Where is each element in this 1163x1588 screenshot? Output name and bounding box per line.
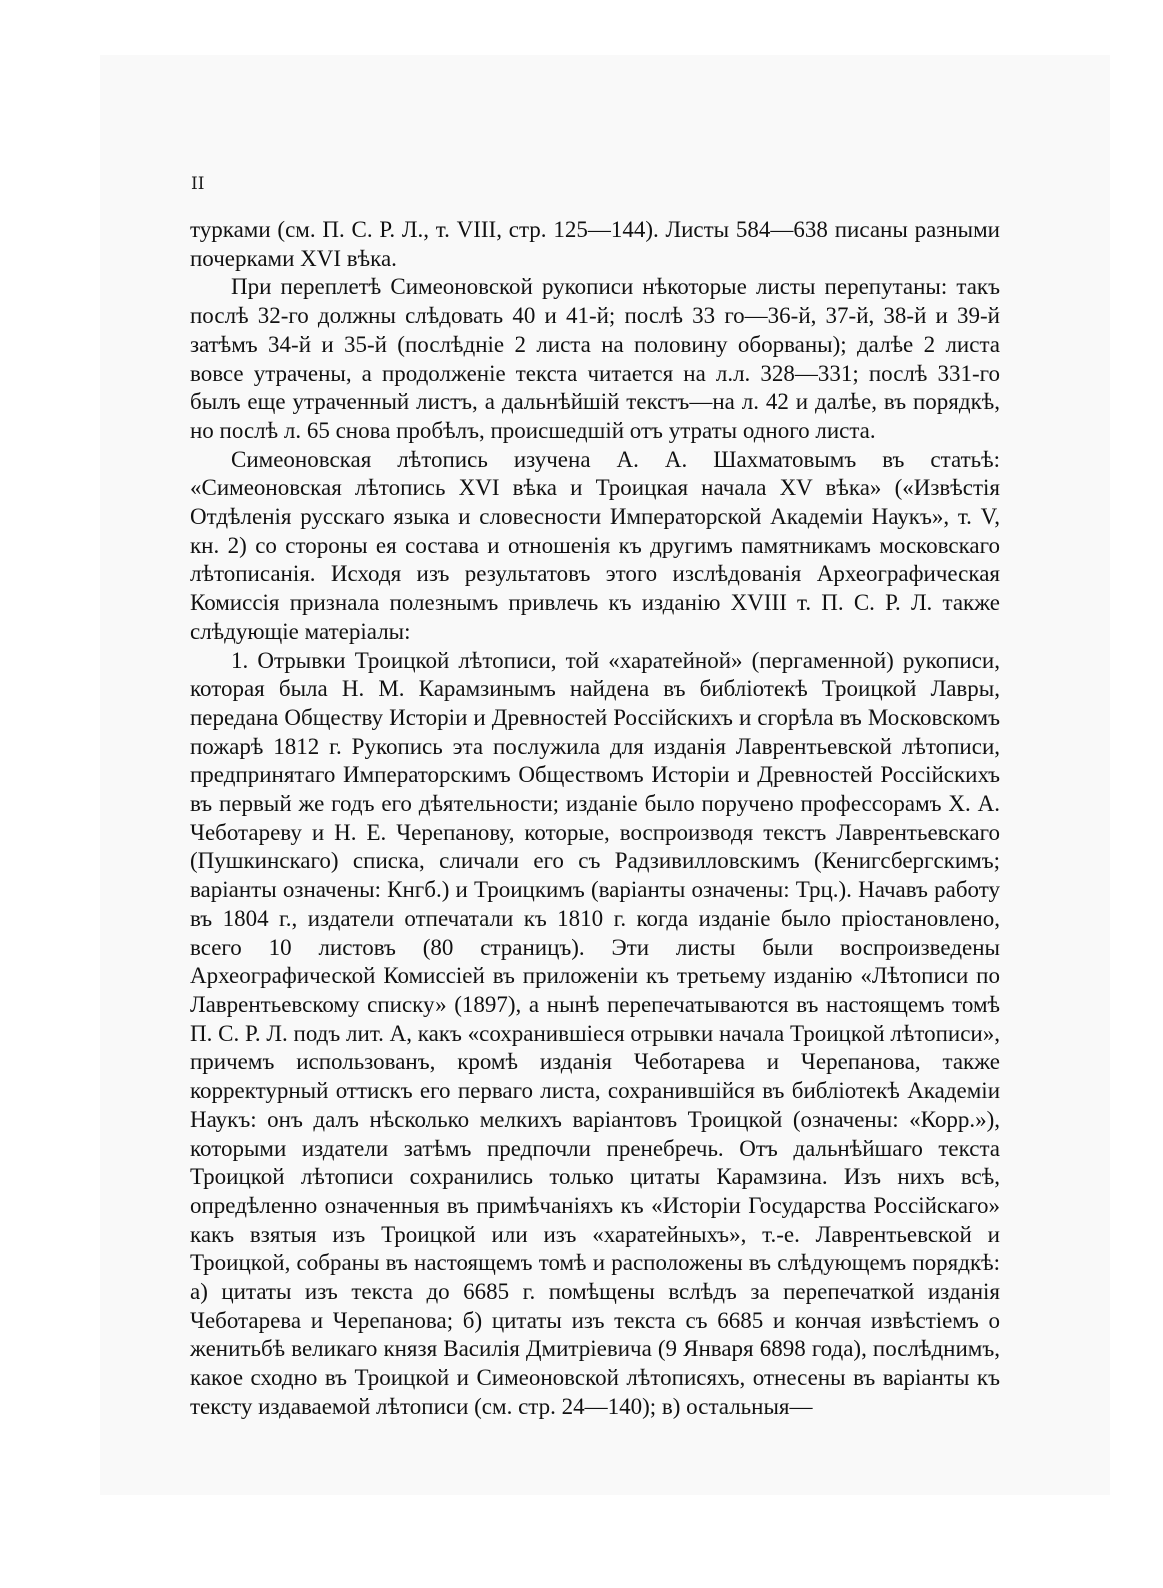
page-number: II (191, 174, 205, 194)
paragraph-continuation: турками (см. П. С. Р. Л., т. VIII, стр. 125—144). Листы 584—638 писаны разными почерками XVI вѣка. (190, 217, 1000, 271)
main-text (190, 216, 1000, 1422)
paragraph-trinity-fragments: 1. Отрывки Троицкой лѣтописи, той «харатейной» (пергаменной) рукописи, которая была Н. М. Карамзинымъ найдена въ библіотекѣ Троицкой Лавры, передана Обществу Исторіи и Древностей Россійскихъ и сгорѣла въ Московскомъ пожарѣ 1812 г. Рукопись эта послужила для изданія Лаврентьевской лѣтописи, предпринятаго Императорскимъ Обществомъ Исторіи и Древностей Россійскихъ въ первый же годъ его дѣятельности; изданіе было поручено профессорамъ Х. А. Чеботареву и Н. Е. Черепанову, которые, воспроизводя текстъ Лаврентьевскаго (Пушкинскаго) списка, сличали его съ Радзивилловскимъ (Кенигсбергскимъ; варіанты означены: Кнгб.) и Троицкимъ (варіанты означены: Трц.). Начавъ работу въ 1804 г., издатели отпечатали къ 1810 г. когда изданіе было пріостановлено, всего 10 листовъ (80 страницъ). Эти листы были воспроизведены Археографической Комиссіей въ приложеніи къ третьему изданію «Лѣтописи по Лаврентьевскому списку» (1897), а нынѣ перепечатываются въ настоящемъ томѣ П. С. Р. Л. подъ лит. А, какъ «сохранившіеся отрывки начала Троицкой лѣтописи», причемъ использованъ, кромѣ изданія Чеботарева и Черепанова, также корректурный оттискъ его перваго листа, сохранившійся въ библіотекѣ Академіи Наукъ: онъ далъ нѣсколько мелкихъ варіантовъ Троицкой (означены: «Корр.»), которыми издатели затѣмъ предпочли пренебречь. Отъ дальнѣйшаго текста Троицкой лѣтописи сохранились только цитаты Карамзина. Изъ нихъ всѣ, опредѣленно означенныя въ примѣчаніяхъ къ «Исторіи Государства Россійскаго» какъ взятыя изъ Троицкой или изъ «харатейныхъ», т.-е. Лаврентьевской и Троицкой, собраны въ настоящемъ томѣ и расположены въ слѣдующемъ порядкѣ: а) цитаты изъ текста до 6685 г. помѣщены вслѣдъ за перепечаткой изданія Чеботарева и Черепанова; б) цитаты изъ текста съ 6685 и кончая извѣстіемъ о женитьбѣ великаго князя Василія Дмитріевича (9 Января 6898 года), послѣднимъ, какое сходно въ Троицкой и Симеоновской лѣтописяхъ, отнесены въ варіанты къ тексту издаваемой лѣтописи (см. стр. 24—140); в) остальныя— (190, 647, 1000, 1419)
paragraph-binding-order: При переплетѣ Симеоновской рукописи нѣкоторые листы перепутаны: такъ послѣ 32-го должны слѣдовать 40 и 41-й; послѣ 33 го—36-й, 37-й, 38-й и 39-й затѣмъ 34-й и 35-й (послѣдніе 2 листа на половину оборваны); далѣе 2 листа вовсе утрачены, а продолженіе текста читается на л.л. 328—331; послѣ 331-го былъ еще утраченный листъ, а дальнѣйшій текстъ—на л. 42 и далѣе, въ порядкѣ, но послѣ л. 65 снова пробѣлъ, происшедшій отъ утраты одного листа. (190, 274, 1000, 443)
paragraph-simeonov-chronicle: Симеоновская лѣтопись изучена А. А. Шахматовымъ въ статьѣ: «Симеоновская лѣтопись XVI вѣка и Троицкая начала XV вѣка» («Извѣстія Отдѣленія русскаго языка и словесности Императорской Академіи Наукъ», т. V, кн. 2) со стороны ея состава и отношенія къ другимъ памятникамъ московскаго лѣтописанія. Исходя изъ результатовъ этого изслѣдованія Археографическая Комиссія признала полезнымъ привлечь къ изданію XVIII т. П. С. Р. Л. также слѣдующіе матеріалы: (190, 446, 1000, 644)
